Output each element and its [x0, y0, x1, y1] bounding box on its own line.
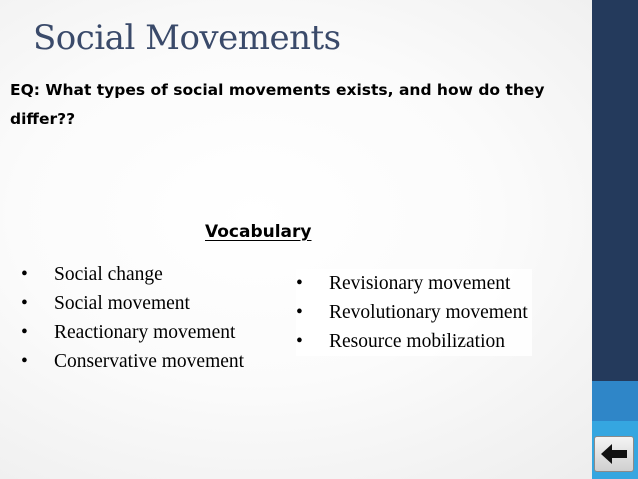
bullet: • [296, 302, 303, 323]
bullet: • [21, 293, 28, 314]
bullet: • [296, 331, 303, 352]
decorative-side-bar [592, 0, 638, 479]
list-item [296, 327, 532, 356]
vocabulary-list-right [296, 269, 532, 356]
vocabulary-list-left [21, 260, 244, 376]
vocabulary-heading: Vocabulary [205, 222, 312, 242]
bullet: • [296, 273, 303, 294]
vocabulary-term: Revisionary movement [329, 273, 511, 294]
side-bar-accent-segment [592, 381, 638, 421]
bullet: • [21, 322, 28, 343]
list-item [21, 289, 244, 318]
back-button[interactable] [594, 436, 634, 472]
essential-question: EQ: What types of social movements exists, and how do they differ?? [10, 81, 545, 128]
slide-title: Social Movements [33, 18, 341, 58]
left-arrow-icon [599, 442, 629, 466]
side-bar-dark-segment [592, 0, 638, 381]
vocabulary-term: Social change [54, 264, 163, 285]
list-item [296, 298, 532, 327]
list-item [21, 347, 244, 376]
vocabulary-term: Social movement [54, 293, 190, 314]
vocabulary-term: Resource mobilization [329, 331, 505, 352]
list-item [21, 260, 244, 289]
vocabulary-term: Conservative movement [54, 351, 245, 372]
bullet: • [21, 264, 28, 285]
vocabulary-term: Reactionary movement [54, 322, 236, 343]
bullet: • [21, 351, 28, 372]
list-item [296, 269, 532, 298]
list-item [21, 318, 244, 347]
vocabulary-term: Revolutionary movement [329, 302, 528, 323]
